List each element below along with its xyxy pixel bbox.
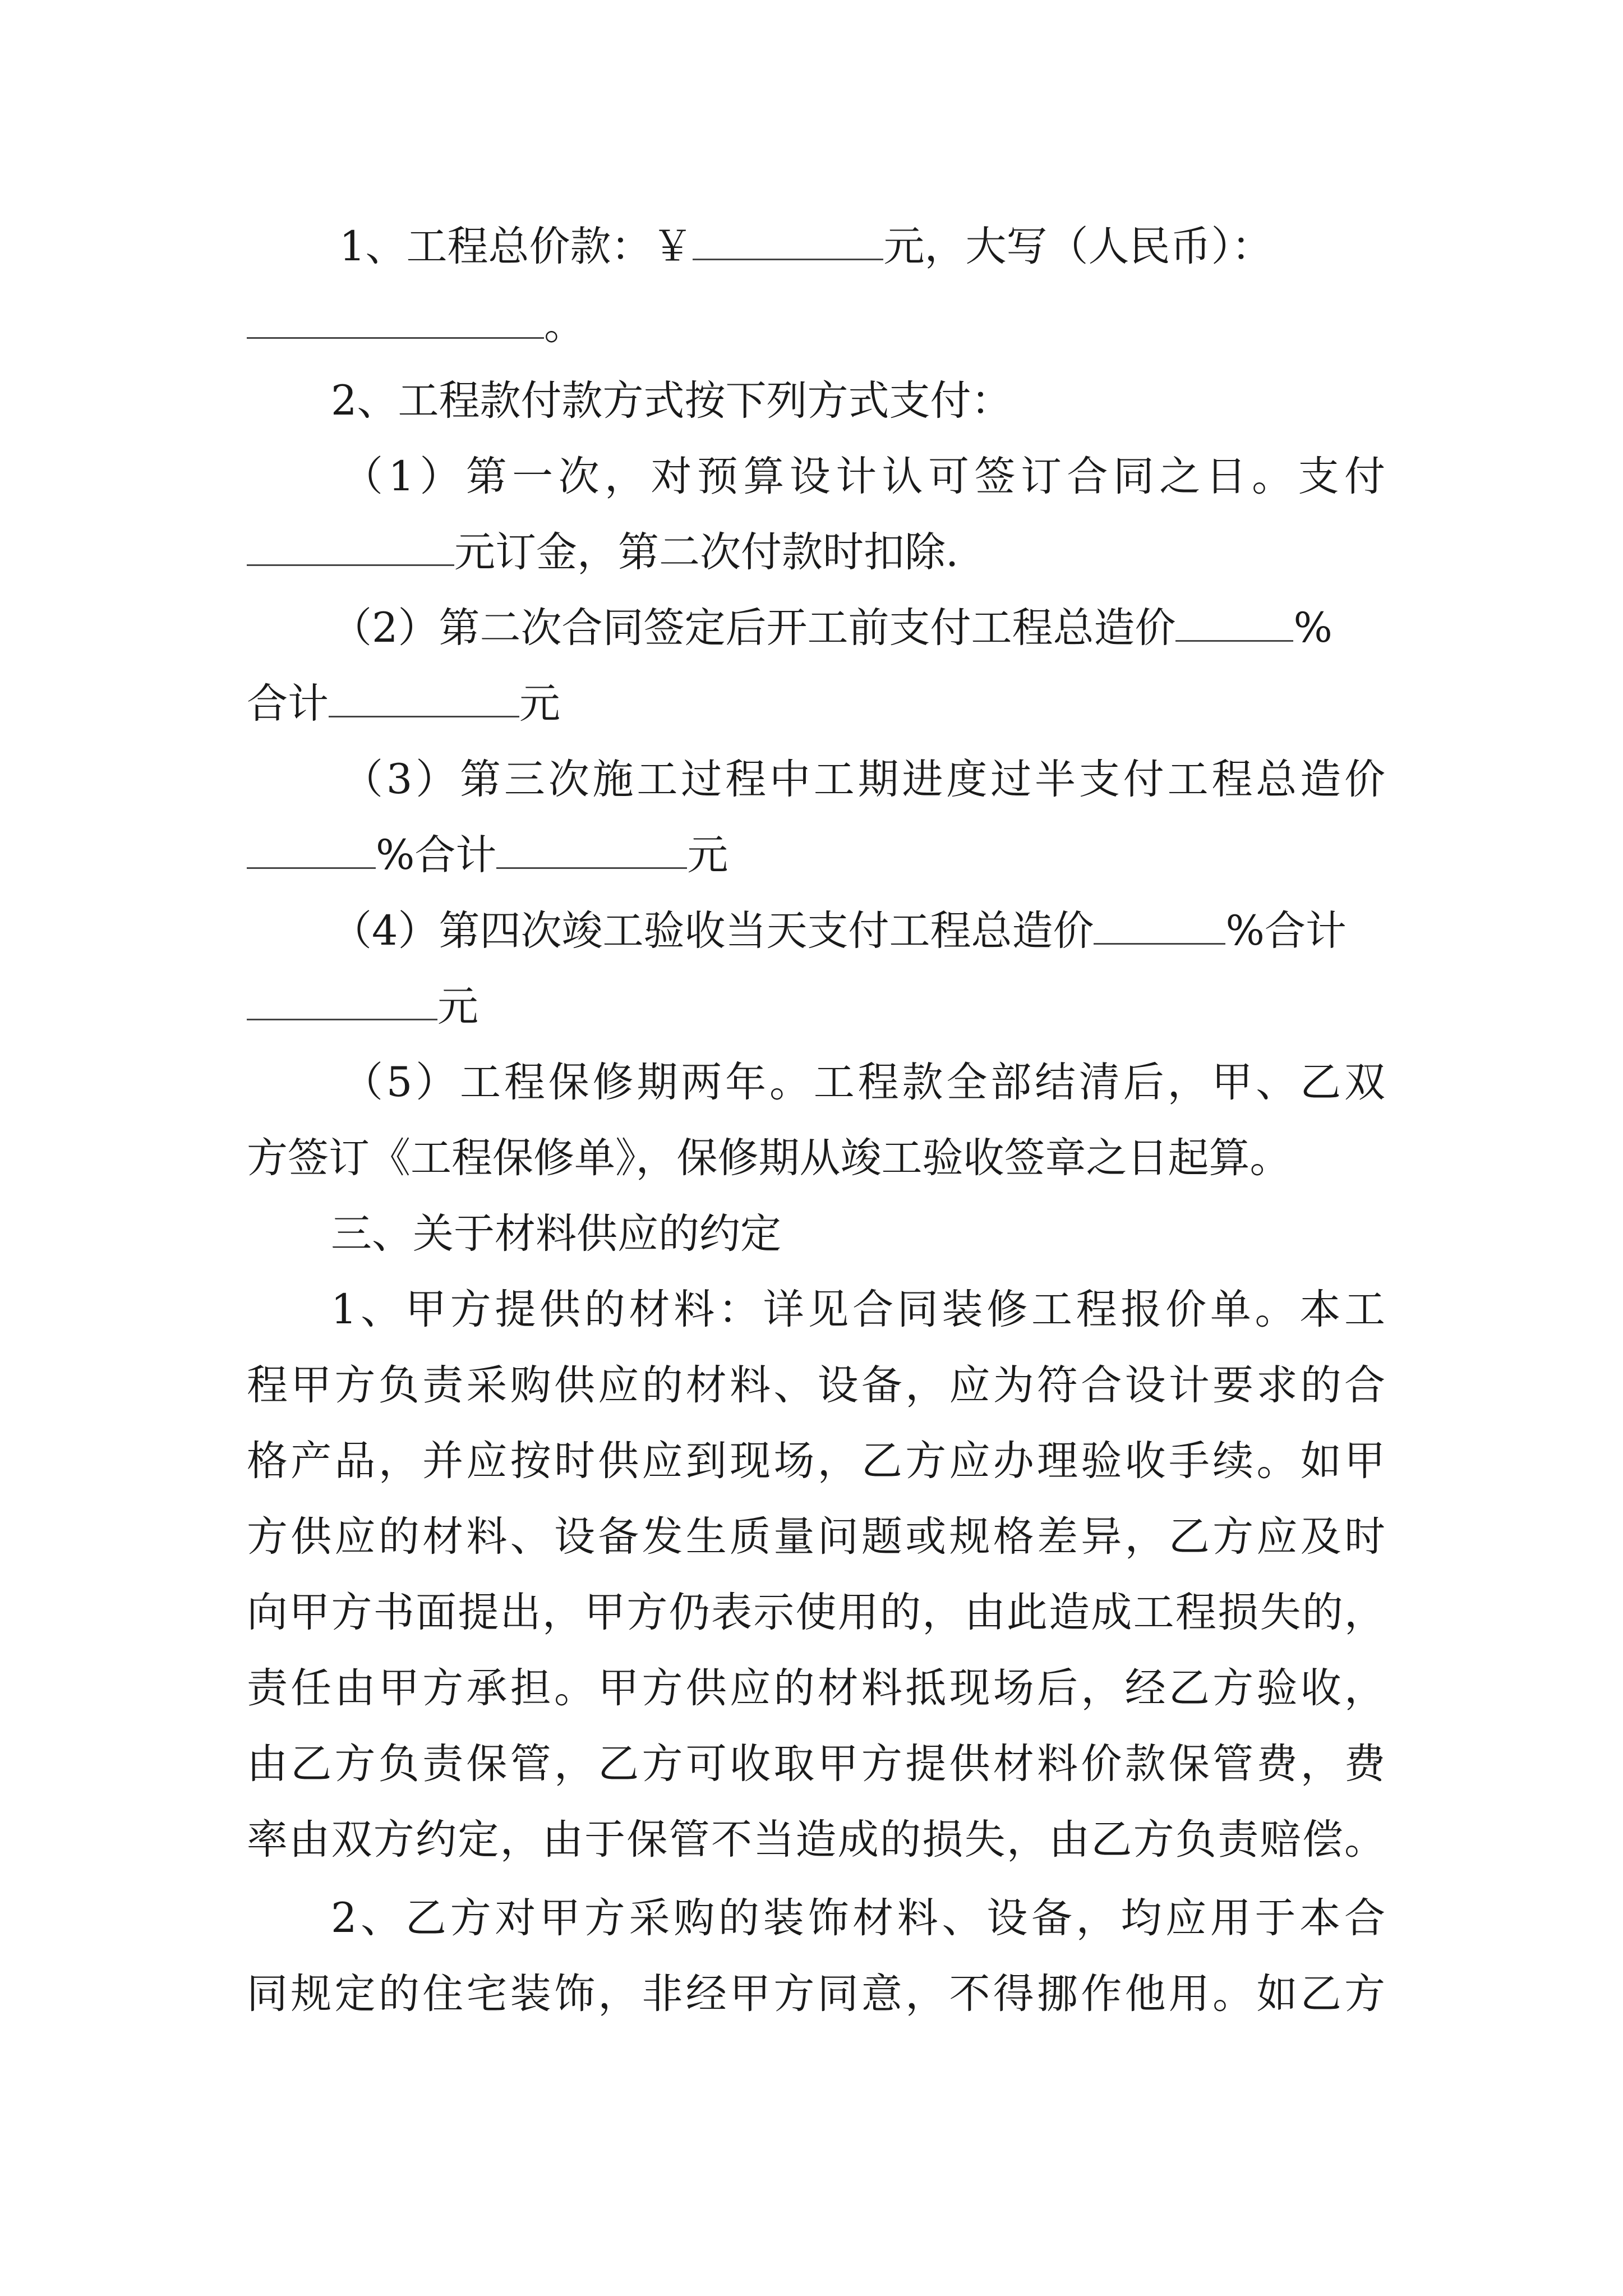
warranty-clause — [342, 1043, 1385, 1122]
clause-total-price — [247, 208, 1385, 286]
percent-sign: % — [1293, 604, 1332, 652]
second-percent-blank — [1175, 603, 1293, 642]
materials-text: 责任由甲方承担。甲方供应的材料抵现场后，经乙方验收， — [247, 1664, 1385, 1712]
uppercase-amount-blank — [247, 300, 544, 339]
warranty-clause-cont — [247, 1119, 1385, 1198]
materials-text: 格产品，并应按时供应到现场，乙方应办理验收手续。如甲 — [247, 1437, 1385, 1485]
payment-second — [247, 589, 1385, 668]
materials-clause-2-line2 — [247, 1955, 1385, 2033]
materials-text: 方供应的材料、设备发生质量问题或规格差异，乙方应及时 — [247, 1513, 1385, 1561]
materials-text: 向甲方书面提出，甲方仍表示使用的，由此造成工程损失的， — [247, 1589, 1385, 1636]
materials-text: 率由双方约定，由于保管不当造成的损失，由乙方负责赔偿。 — [247, 1816, 1385, 1864]
fourth-percent-blank — [1094, 906, 1225, 945]
second-amount-blank — [329, 679, 519, 717]
payment-second-text: （2）第二次合同签定后开工前支付工程总造价 — [331, 604, 1176, 652]
materials-clause-1 — [331, 1271, 1385, 1349]
clause-payment-method — [247, 362, 1385, 440]
third-percent-blank — [247, 830, 376, 869]
section-title: 三、关于材料供应的约定 — [331, 1210, 781, 1258]
payment-fourth — [247, 892, 1385, 970]
yuan-text: 元 — [687, 831, 728, 879]
total-price-label: 1、工程总价款：￥ — [339, 223, 693, 270]
materials-text: 程甲方负责采购供应的材料、设备，应为符合设计要求的合 — [247, 1361, 1385, 1409]
payment-first-cont — [247, 513, 1385, 592]
payment-third — [342, 740, 1385, 819]
deposit-blank — [247, 527, 454, 566]
warranty-text: （5）工程保修期两年。工程款全部结清后，甲、乙双 — [342, 1059, 1385, 1106]
materials-clause-1-line7 — [247, 1725, 1385, 1803]
percent-total-label: %合计 — [1225, 907, 1347, 955]
section-heading-materials — [247, 1195, 1385, 1273]
total-price-uppercase-label: 元，大写（人民币）： — [883, 223, 1272, 270]
percent-total-label: %合计 — [376, 831, 497, 879]
payment-first-text: （1）第一次，对预算设计认可签订合同之日。支付 — [342, 453, 1385, 500]
deposit-text: 元订金，第二次付款时扣除. — [454, 528, 959, 576]
materials-text: 1、甲方提供的材料：详见合同装修工程报价单。本工 — [331, 1286, 1385, 1333]
payment-third-text: （3）第三次施工过程中工期进度过半支付工程总造价 — [342, 756, 1385, 803]
yuan-text: 元 — [519, 680, 560, 728]
materials-clause-2-text: 2、乙方对甲方采购的装饰材料、设备，均应用于本合 — [331, 1894, 1385, 1942]
materials-clause-1-line3 — [247, 1422, 1385, 1501]
yuan-text: 元 — [437, 983, 478, 1030]
period-text: 。 — [544, 301, 585, 349]
payment-fourth-text: （4）第四次竣工验收当天支付工程总造价 — [331, 907, 1094, 955]
total-label: 合计 — [247, 680, 329, 728]
fourth-amount-blank — [247, 982, 437, 1020]
materials-clause-1-line5 — [247, 1573, 1385, 1652]
materials-clause-2-text: 同规定的住宅装饰，非经甲方同意，不得挪作他用。如乙方 — [247, 1970, 1385, 2018]
third-amount-blank — [496, 830, 687, 869]
payment-second-cont — [247, 665, 1385, 743]
warranty-text-cont: 方签订《工程保修单》，保修期从竣工验收签章之日起算。 — [247, 1134, 1291, 1182]
materials-text: 由乙方负责保管，乙方可收取甲方提供材料价款保管费，费 — [247, 1740, 1385, 1788]
materials-clause-1-line6 — [247, 1649, 1385, 1728]
materials-clause-1-line8 — [247, 1801, 1385, 1879]
materials-clause-1-line2 — [247, 1346, 1385, 1425]
materials-clause-2 — [331, 1879, 1385, 1958]
payment-method-text: 2、工程款付款方式按下列方式支付： — [331, 377, 1012, 425]
total-price-amount-blank — [693, 222, 883, 260]
clause-total-price-cont — [247, 286, 1385, 365]
payment-fourth-cont — [247, 968, 1385, 1046]
materials-clause-1-line4 — [247, 1498, 1385, 1576]
payment-third-cont — [247, 816, 1385, 895]
payment-first — [342, 438, 1385, 516]
